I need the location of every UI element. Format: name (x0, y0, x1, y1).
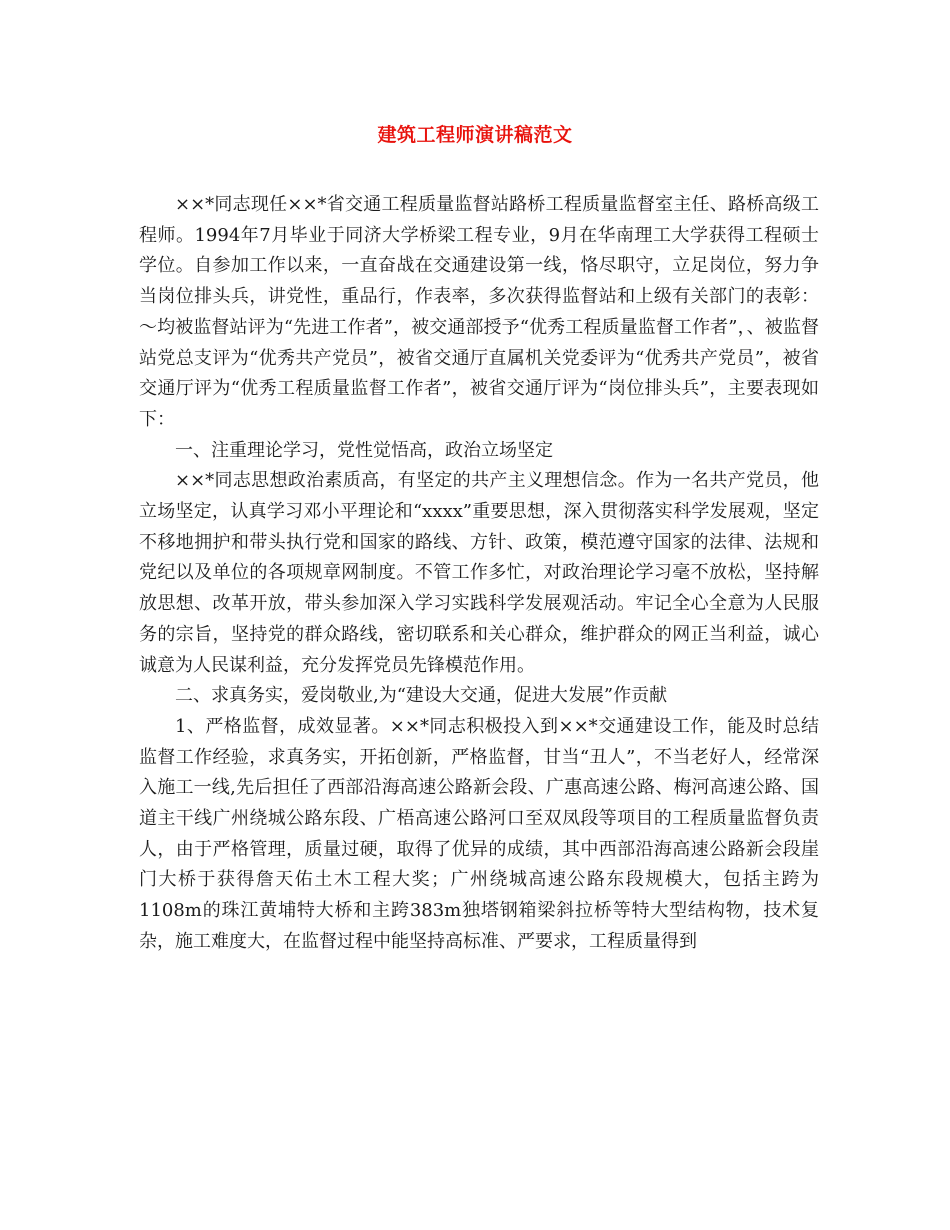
paragraph-intro: ××*同志现任××*省交通工程质量监督站路桥工程质量监督室主任、路桥高级工程师。1994年7月毕业于同济大学桥梁工程专业，9月在华南理工大学获得工程硕士学位。自参加工作以来，一直奋战在交通建设第一线，恪尽职守，立足岗位，努力争当岗位排头兵，讲党性，重品行，作表率，多次获得监督站和上级有关部门的表彰：～均被监督站评为“先进工作者”，被交通部授予“优秀工程质量监督工作者”，、被监督站党总支评为“优秀共产党员”，被省交通厅直属机关党委评为“优秀共产党员”，被省交通厅评为“优秀工程质量监督工作者”，被省交通厅评为“岗位排头兵”，主要表现如下： (139, 194, 819, 430)
section-heading-2: 二、求真务实，爱岗敬业,为“建设大交通，促进大发展”作贡献 (175, 685, 668, 707)
document-body (139, 190, 819, 958)
paragraph-section-2-item-1: 1、严格监督，成效显著。××*同志积极投入到××*交通建设工作，能及时总结监督工作经验，求真务实，开拓创新，严格监督，甘当“丑人”，不当老好人，经常深入施工一线,先后担任了西部沿海高速公路新会段、广惠高速公路、梅河高速公路、国道主干线广州绕城公路东段、广梧高速公路河口至双凤段等项目的工程质量监督负责人，由于严格管理，质量过硬，取得了优异的成绩，其中西部沿海高速公路新会段崖门大桥于获得詹天佑土木工程大奖；广州绕城高速公路东段规模大，包括主跨为1108m的珠江黄埔特大桥和主跨383m独塔钢箱梁斜拉桥等特大型结构物，技术复杂，施工难度大，在监督过程中能坚持高标准、严要求，工程质量得到 (139, 715, 819, 952)
paragraph-section-1: ××*同志思想政治素质高，有坚定的共产主义理想信念。作为一名共产党员，他立场坚定，认真学习邓小平理论和“xxxx”重要思想，深入贯彻落实科学发展观，坚定不移地拥护和带头执行党和国家的路线、方针、政策，模范遵守国家的法律、法规和党纪以及单位的各项规章网制度。不管工作多忙，对政治理论学习毫不放松，坚持解放思想、改革开放，带头参加深入学习实践科学发展观活动。牢记全心全意为人民服务的宗旨，坚持党的群众路线，密切联系和关心群众，维护群众的网正当利益，诚心诚意为人民谋利益，充分发挥党员先锋模范作用。 (139, 470, 819, 676)
section-heading-1: 一、注重理论学习，党性觉悟高，政治立场坚定 (175, 439, 553, 461)
document-title: 建筑工程师演讲稿范文 (377, 124, 573, 146)
